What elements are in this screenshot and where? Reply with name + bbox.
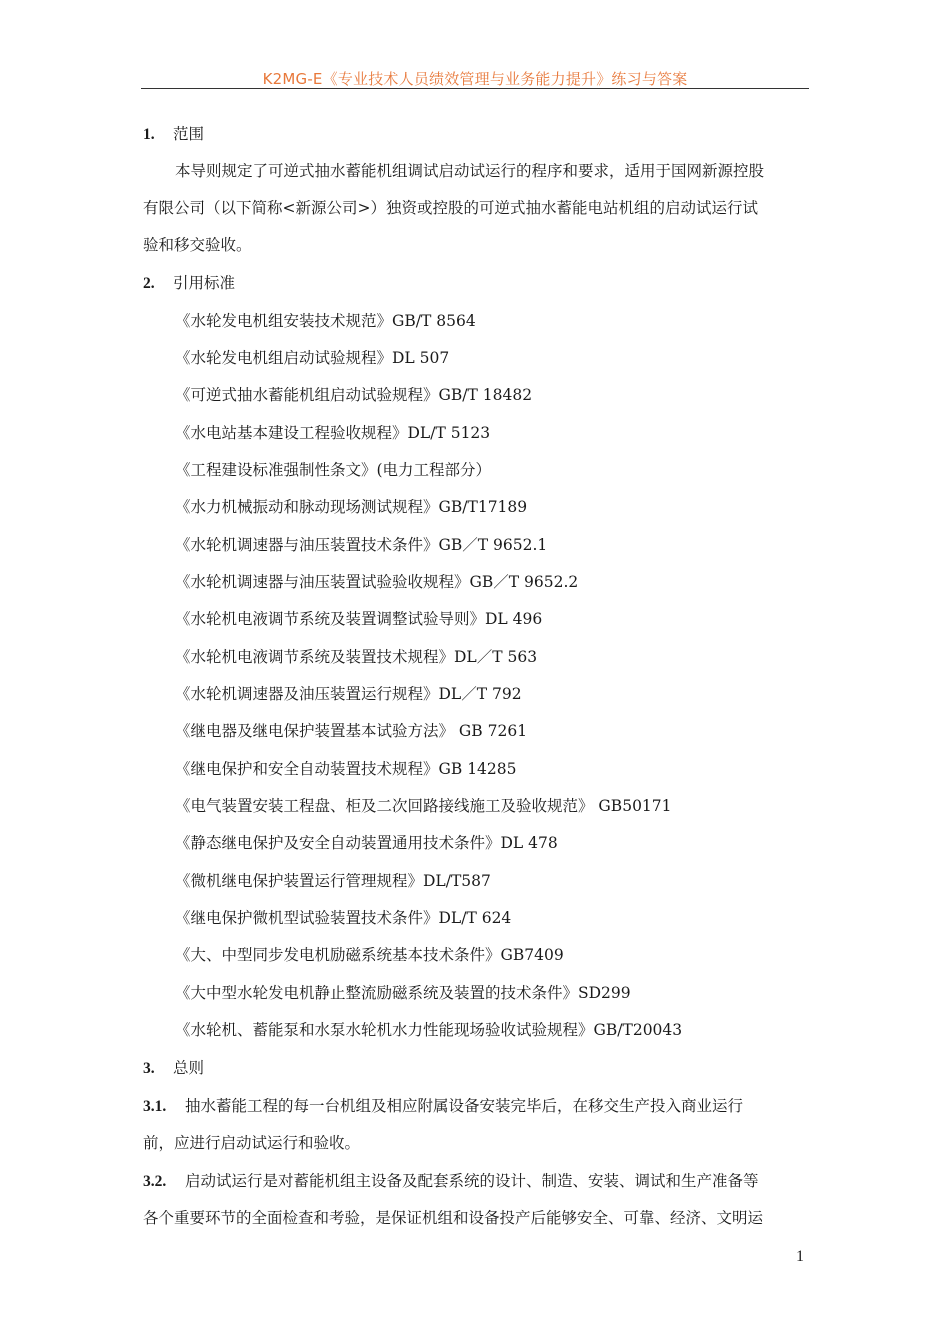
reference-item: 《微机继电保护装置运行管理规程》DL/T587: [175, 872, 491, 890]
section-title: 范围: [173, 125, 205, 143]
section-number: 1.: [143, 126, 155, 143]
header-divider: [141, 88, 809, 89]
page-header: K2MG-E《专业技术人员绩效管理与业务能力提升》练习与答案: [262, 70, 688, 88]
paragraph-line: 各个重要环节的全面检查和考验，是保证机组和设备投产后能够安全、可靠、经济、文明运: [143, 1209, 764, 1227]
clause-3-1: [143, 1096, 743, 1117]
reference-item: 《水轮机电液调节系统及装置技术规程》DL／T 563: [175, 648, 538, 666]
section-3-heading: [143, 1058, 204, 1079]
page-number: 1: [796, 1248, 804, 1265]
reference-item: 《水轮发电机组安装技术规范》GB/T 8564: [175, 312, 476, 330]
reference-item: 《水轮机、蓄能泵和水泵水轮机水力性能现场验收试验规程》GB/T20043: [175, 1021, 683, 1039]
reference-item: 《电气装置安装工程盘、柜及二次回路接线施工及验收规范》 GB50171: [175, 797, 672, 815]
reference-item: 《大中型水轮发电机静止整流励磁系统及装置的技术条件》SD299: [175, 984, 631, 1002]
clause-number: 3.2.: [143, 1173, 167, 1190]
paragraph-line: 本导则规定了可逆式抽水蓄能机组调试启动试运行的程序和要求，适用于国网新源控股: [175, 162, 765, 180]
reference-item: 《大、中型同步发电机励磁系统基本技术条件》GB7409: [175, 946, 564, 964]
section-title: 总则: [173, 1059, 205, 1077]
reference-item: 《水轮机调速器与油压装置技术条件》GB／T 9652.1: [175, 536, 548, 554]
paragraph-line: 有限公司（以下简称<新源公司>）独资或控股的可逆式抽水蓄能电站机组的启动试运行试: [143, 199, 758, 217]
reference-item: 《可逆式抽水蓄能机组启动试验规程》GB/T 18482: [175, 386, 533, 404]
reference-item: 《水轮机调速器及油压装置运行规程》DL／T 792: [175, 685, 522, 703]
section-number: 2.: [143, 275, 155, 292]
reference-item: 《水轮机电液调节系统及装置调整试验导则》DL 496: [175, 610, 543, 628]
section-number: 3.: [143, 1060, 155, 1077]
paragraph-line: 验和移交验收。: [143, 236, 252, 254]
clause-text: 抽水蓄能工程的每一台机组及相应附属设备安装完毕后，在移交生产投入商业运行: [185, 1097, 744, 1115]
reference-item: 《继电器及继电保护装置基本试验方法》 GB 7261: [175, 722, 528, 740]
section-1-heading: [143, 124, 204, 145]
reference-item: 《继电保护微机型试验装置技术条件》DL/T 624: [175, 909, 512, 927]
section-title: 引用标准: [173, 274, 236, 292]
paragraph-line: 前，应进行启动试运行和验收。: [143, 1134, 361, 1152]
reference-item: 《继电保护和安全自动装置技术规程》GB 14285: [175, 760, 517, 778]
reference-item: 《水轮机调速器与油压装置试验验收规程》GB／T 9652.2: [175, 573, 579, 591]
section-2-heading: [143, 273, 235, 294]
reference-item: 《水电站基本建设工程验收规程》DL/T 5123: [175, 424, 491, 442]
reference-item: 《水轮发电机组启动试验规程》DL 507: [175, 349, 450, 367]
clause-text: 启动试运行是对蓄能机组主设备及配套系统的设计、制造、安装、调试和生产准备等: [185, 1172, 759, 1190]
reference-item: 《工程建设标准强制性条文》(电力工程部分）: [175, 461, 492, 479]
reference-item: 《水力机械振动和脉动现场测试规程》GB/T17189: [175, 498, 528, 516]
clause-3-2: [143, 1171, 759, 1192]
reference-item: 《静态继电保护及安全自动装置通用技术条件》DL 478: [175, 834, 558, 852]
clause-number: 3.1.: [143, 1098, 167, 1115]
